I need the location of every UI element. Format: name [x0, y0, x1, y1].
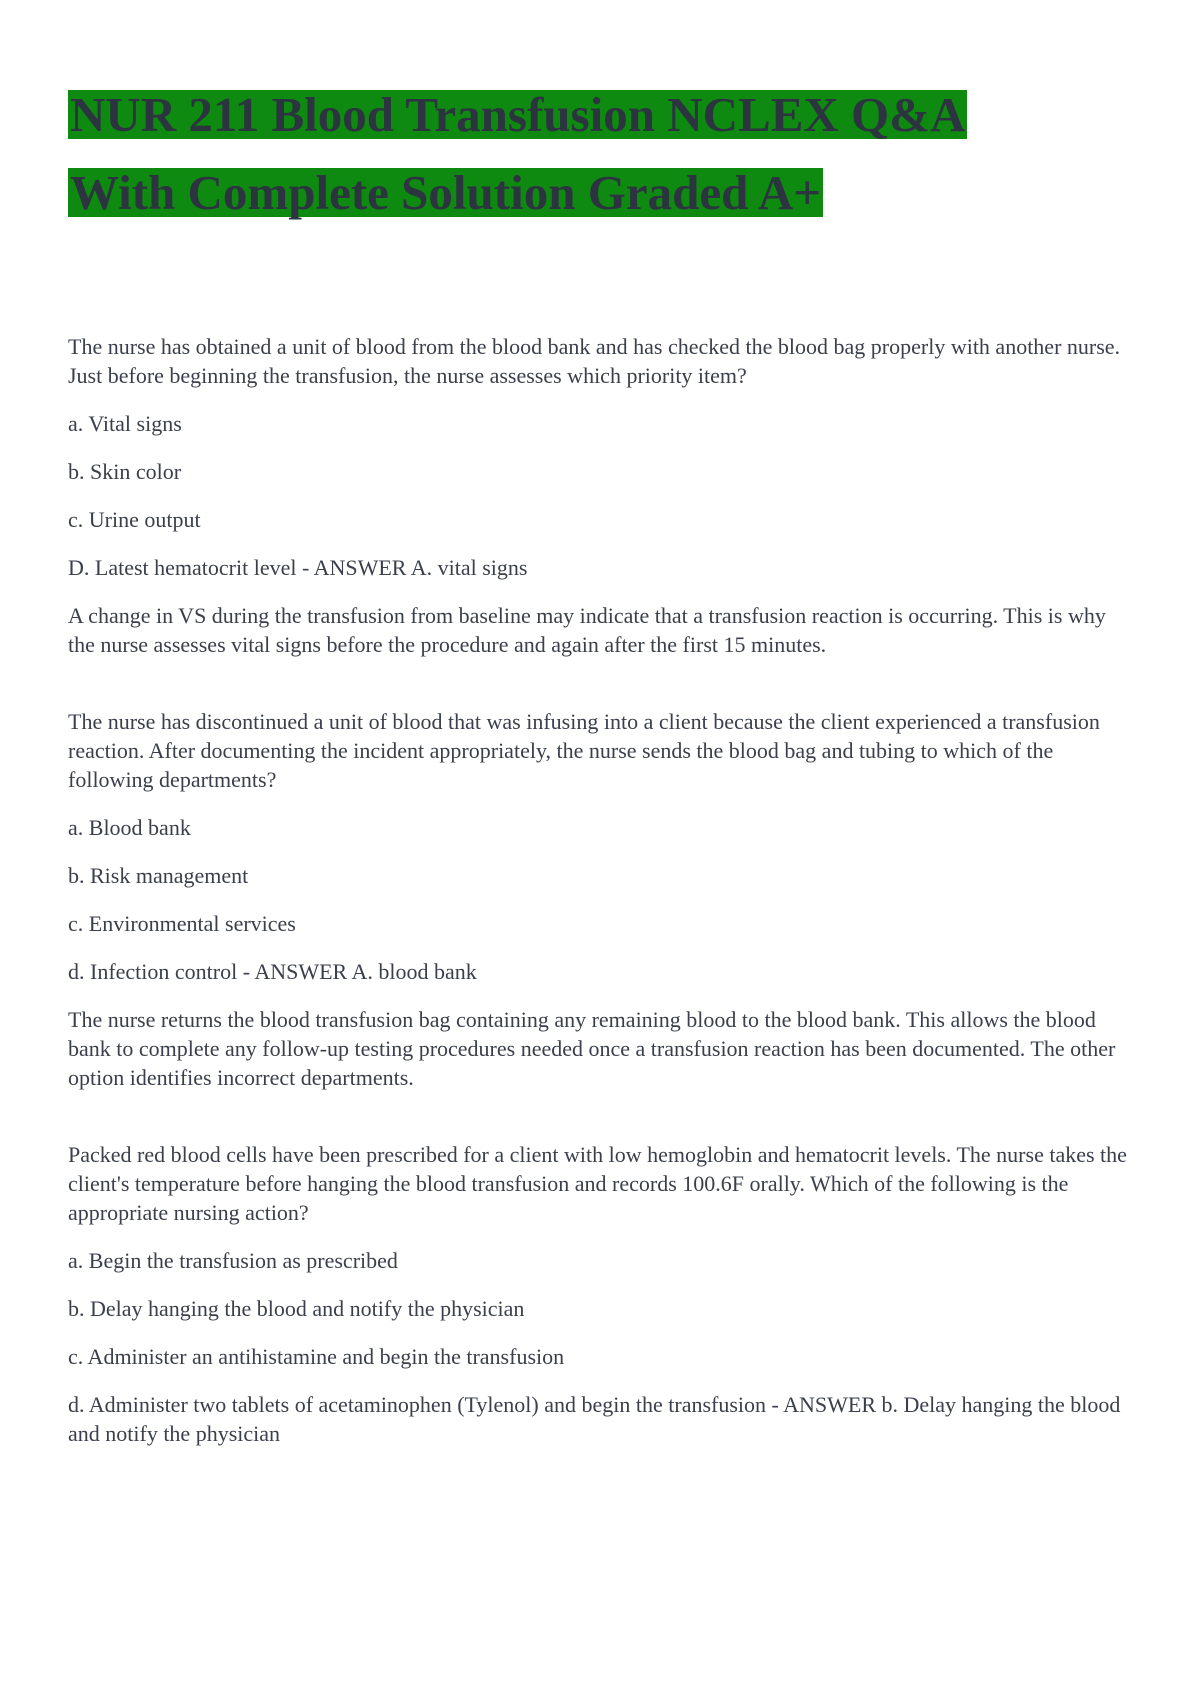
answer-option: D. Latest hematocrit level - ANSWER A. vital signs [68, 555, 528, 580]
answer-option: a. Begin the transfusion as prescribed [68, 1248, 398, 1273]
question-block-1 [68, 332, 1128, 659]
answer-option: c. Administer an antihistamine and begin the transfusion [68, 1344, 565, 1369]
answer-option: b. Delay hanging the blood and notify the physician [68, 1296, 525, 1321]
question-stem: The nurse has discontinued a unit of blood that was infusing into a client because the client experienced a transfusion reaction. After documenting the incident appropriately, the nurse sends the blood bag and tubing to which of the following departments? [68, 709, 1100, 792]
answer-option: b. Risk management [68, 863, 249, 888]
answer-option: c. Environmental services [68, 911, 296, 936]
question-stem: Packed red blood cells have been prescribed for a client with low hemoglobin and hematocrit levels. The nurse takes the client's temperature before hanging the blood transfusion and records 100.6F orally. Which of the following is the appropriate nursing action? [68, 1142, 1127, 1225]
title-line-1: NUR 211 Blood Transfusion NCLEX Q&A [70, 87, 966, 142]
rationale: The nurse returns the blood transfusion bag containing any remaining blood to the blood bank. This allows the blood bank to complete any follow-up testing procedures needed once a transfusion reaction has been documented. The other option identifies incorrect departments. [68, 1007, 1116, 1090]
rationale: A change in VS during the transfusion from baseline may indicate that a transfusion reaction is occurring. This is why the nurse assesses vital signs before the procedure and again after the first 15 minutes. [68, 603, 1106, 657]
question-block-2 [68, 707, 1128, 1092]
answer-option: c. Urine output [68, 507, 201, 532]
question-block-3 [68, 1140, 1128, 1448]
answer-option: a. Vital signs [68, 411, 182, 436]
question-stem: The nurse has obtained a unit of blood from the blood bank and has checked the blood bag properly with another nurse. Just before beginning the transfusion, the nurse assesses which priority item? [68, 334, 1121, 388]
answer-option: d. Administer two tablets of acetaminophen (Tylenol) and begin the transfusion - ANSWER b. Delay hanging the blood and notify the physician [68, 1392, 1121, 1446]
answer-option: b. Skin color [68, 459, 182, 484]
answer-option: a. Blood bank [68, 815, 191, 840]
answer-option: d. Infection control - ANSWER A. blood bank [68, 959, 477, 984]
title-line-2: With Complete Solution Graded A+ [70, 165, 822, 220]
document-body [68, 332, 1128, 1496]
